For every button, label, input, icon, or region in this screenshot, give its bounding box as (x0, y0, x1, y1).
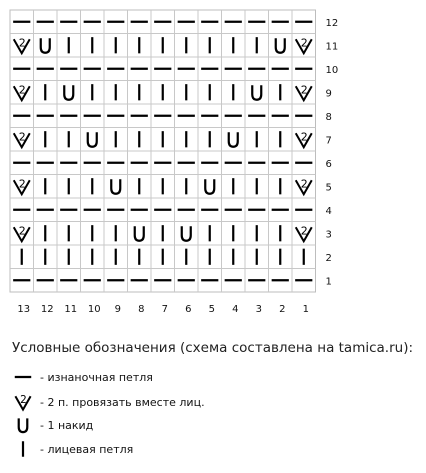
row-number-label: 2 (325, 252, 332, 264)
row-number-label: 10 (325, 64, 339, 76)
knit-two-together-icon (14, 36, 30, 53)
row-number-label: 7 (325, 135, 332, 147)
k2tog-digit: 2 (300, 130, 308, 144)
yarn-over-icon (276, 38, 285, 53)
knit-two-together-icon (14, 83, 30, 100)
column-number-label: 5 (208, 304, 215, 315)
k2tog-digit: 2 (20, 393, 27, 406)
knit-two-together-icon (296, 224, 312, 241)
row-number-label: 12 (325, 17, 339, 29)
chart-row (14, 83, 312, 100)
knit-two-together-icon (296, 130, 312, 147)
k2tog-digit: 2 (18, 130, 26, 144)
knit-two-together-icon (15, 394, 30, 410)
legend-symbol (12, 391, 34, 413)
legend-item-text: - 2 п. провязать вместе лиц. (40, 395, 205, 409)
row-number-label: 9 (325, 88, 332, 100)
row-number-label: 1 (325, 276, 332, 288)
yarn-over-icon (252, 85, 261, 100)
knit-two-together-icon (14, 130, 30, 147)
legend-item (12, 414, 93, 436)
k2tog-digit: 2 (18, 36, 26, 50)
yarn-over-icon (111, 179, 120, 194)
column-number-label: 13 (17, 304, 31, 315)
column-number-label: 6 (185, 304, 192, 315)
knit-two-together-icon (296, 83, 312, 100)
k2tog-digit: 2 (18, 177, 26, 191)
legend-item-text: - 1 накид (40, 418, 94, 432)
yarn-over-icon (41, 38, 50, 53)
column-number-label: 2 (279, 304, 286, 315)
legend-title: Условные обозначения (схема составлена на tamica.ru): (12, 340, 414, 356)
legend-item-text: - лицевая петля (40, 442, 134, 456)
legend-symbol (12, 414, 34, 436)
knit-two-together-icon (14, 177, 30, 194)
k2tog-digit: 2 (300, 224, 308, 238)
legend-item (12, 391, 205, 413)
chart-row (22, 250, 304, 264)
chart-row (14, 224, 312, 241)
yarn-over-icon (182, 226, 191, 241)
row-number-label: 4 (325, 205, 332, 217)
knit-two-together-icon (296, 177, 312, 194)
knit-two-together-icon (296, 36, 312, 53)
chart-row (14, 36, 312, 53)
yarn-over-icon (205, 179, 214, 194)
column-number-label: 8 (138, 304, 145, 315)
row-number-label: 6 (325, 158, 332, 170)
column-number-label: 12 (40, 304, 54, 315)
k2tog-digit: 2 (300, 83, 308, 97)
column-number-label: 11 (64, 304, 78, 315)
column-number-label: 3 (255, 304, 262, 315)
row-number-label: 11 (325, 41, 339, 53)
column-number-label: 10 (87, 304, 101, 315)
legend-symbol (12, 438, 34, 460)
legend-item (12, 366, 153, 388)
column-number-label: 1 (302, 304, 309, 315)
yarn-over-icon (64, 85, 73, 100)
knit-two-together-icon (14, 224, 30, 241)
legend-item-text: - изнаночная петля (40, 370, 153, 384)
legend-symbol (12, 366, 34, 388)
row-number-label: 3 (325, 229, 332, 241)
yarn-over-icon (19, 418, 28, 432)
yarn-over-icon (135, 226, 144, 241)
column-number-label: 7 (161, 304, 168, 315)
chart-row (14, 130, 312, 147)
k2tog-digit: 2 (18, 83, 26, 97)
row-number-label: 8 (325, 111, 332, 123)
legend-item (12, 438, 133, 460)
column-number-label: 9 (114, 304, 121, 315)
chart-row (14, 177, 312, 194)
yarn-over-icon (88, 132, 97, 147)
column-number-label: 4 (232, 304, 239, 315)
yarn-over-icon (229, 132, 238, 147)
k2tog-digit: 2 (18, 224, 26, 238)
k2tog-digit: 2 (300, 177, 308, 191)
column-numbers (17, 304, 309, 315)
row-number-label: 5 (325, 182, 332, 194)
k2tog-digit: 2 (300, 36, 308, 50)
